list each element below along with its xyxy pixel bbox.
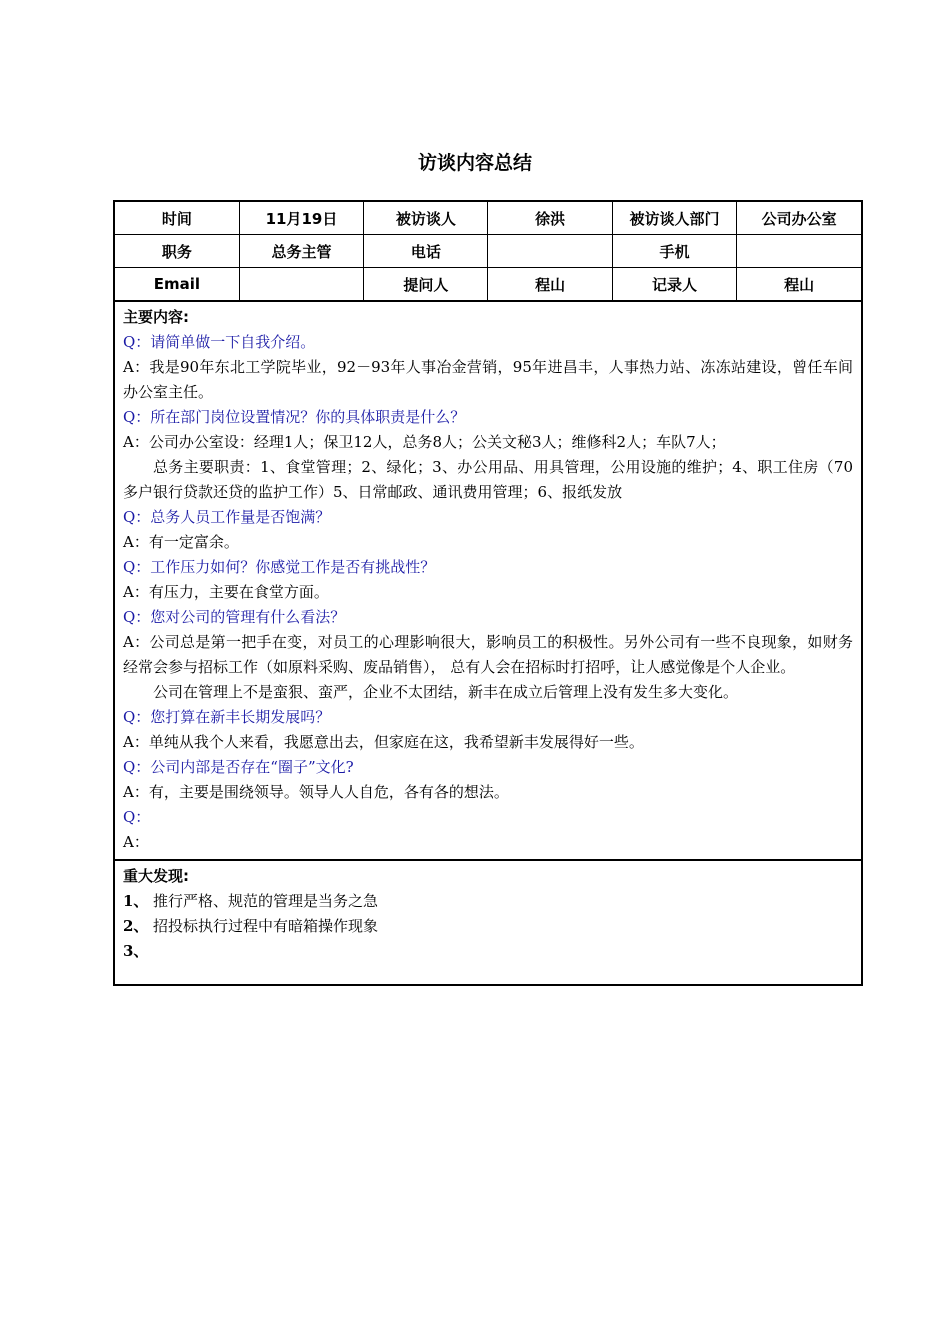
info-row <box>115 235 861 268</box>
value-position: 总务主管 <box>239 235 363 268</box>
value-interviewer: 程山 <box>488 268 612 302</box>
finding-text: 招投标执行过程中有暗箱操作现象 <box>153 917 379 935</box>
info-row <box>115 268 861 302</box>
qa-line: A： <box>123 833 149 851</box>
qa-line: Q： <box>123 808 151 826</box>
finding-number: 1、 <box>123 892 149 910</box>
label-recorder: 记录人 <box>612 268 736 302</box>
qa-line: A：有压力，主要在食堂方面。 <box>123 583 329 601</box>
finding-item <box>123 914 853 939</box>
finding-item <box>123 889 853 914</box>
finding-item <box>123 939 853 964</box>
qa-line: Q：您对公司的管理有什么看法？ <box>123 608 346 626</box>
qa-line: 总务主要职责：1、食堂管理；2、绿化；3、办公用品、用具管理，公用设施的维护；4、职工住房（70多户银行贷款还贷的监护工作）5、日常邮政、通讯费用管理；6、报纸发放 <box>123 458 853 501</box>
qa-line: Q：所在部门岗位设置情况？你的具体职责是什么？ <box>123 408 466 426</box>
label-time: 时间 <box>115 202 239 235</box>
finding-number: 2、 <box>123 917 149 935</box>
findings-heading: 重大发现: <box>123 867 189 885</box>
page-title: 访谈内容总结 <box>417 152 532 174</box>
qa-line: A：有，主要是围绕领导。领导人人自危，各有各的想法。 <box>123 783 509 801</box>
value-department: 公司办公室 <box>737 202 861 235</box>
qa-line: A：有一定富余。 <box>123 533 239 551</box>
info-row <box>115 202 861 235</box>
finding-number: 3、 <box>123 942 149 960</box>
findings-section <box>115 859 861 984</box>
qa-line: Q：工作压力如何？你感觉工作是否有挑战性？ <box>123 558 436 576</box>
qa-line: A：公司办公室设：经理1人；保卫12人，总务8人；公关文秘3人；维修科2人；车队7人； <box>123 433 726 451</box>
qa-line: Q：总务人员工作量是否饱满？ <box>123 508 331 526</box>
qa-line: Q：请简单做一下自我介绍。 <box>123 333 316 351</box>
value-email <box>239 268 363 302</box>
qa-line: A：公司总是第一把手在变，对员工的心理影响很大，影响员工的积极性。另外公司有一些不良现象，如财务经常会参与招标工作（如原料采购、废品销售）， 总有人会在招标时打招呼，让人感觉像是个人企业。 <box>123 633 853 676</box>
qa-line: Q：您打算在新丰长期发展吗？ <box>123 708 331 726</box>
label-interviewer: 提问人 <box>364 268 488 302</box>
qa-line: Q：公司内部是否存在“圈子”文化? <box>123 758 354 776</box>
label-mobile: 手机 <box>612 235 736 268</box>
qa-line: 公司在管理上不是蛮狠、蛮严，企业不太团结，新丰在成立后管理上没有发生多大变化。 <box>153 683 739 701</box>
label-interviewee: 被访谈人 <box>364 202 488 235</box>
qa-line: A：我是90年东北工学院毕业，92－93年人事冶金营销，95年进昌丰，人事热力站、冻冻站建设，曾任车间办公室主任。 <box>123 358 853 401</box>
interview-sheet <box>113 200 863 986</box>
main-content-section <box>115 302 861 859</box>
value-interviewee: 徐洪 <box>488 202 612 235</box>
main-content-heading: 主要内容: <box>123 308 189 326</box>
info-table <box>115 202 861 302</box>
label-position: 职务 <box>115 235 239 268</box>
value-mobile <box>737 235 861 268</box>
value-time: 11月19日 <box>239 202 363 235</box>
value-phone <box>488 235 612 268</box>
value-recorder: 程山 <box>737 268 861 302</box>
qa-line: A：单纯从我个人来看，我愿意出去，但家庭在这，我希望新丰发展得好一些。 <box>123 733 644 751</box>
label-email: Email <box>115 268 239 302</box>
label-department: 被访谈人部门 <box>612 202 736 235</box>
label-phone: 电话 <box>364 235 488 268</box>
finding-text: 推行严格、规范的管理是当务之急 <box>153 892 379 910</box>
